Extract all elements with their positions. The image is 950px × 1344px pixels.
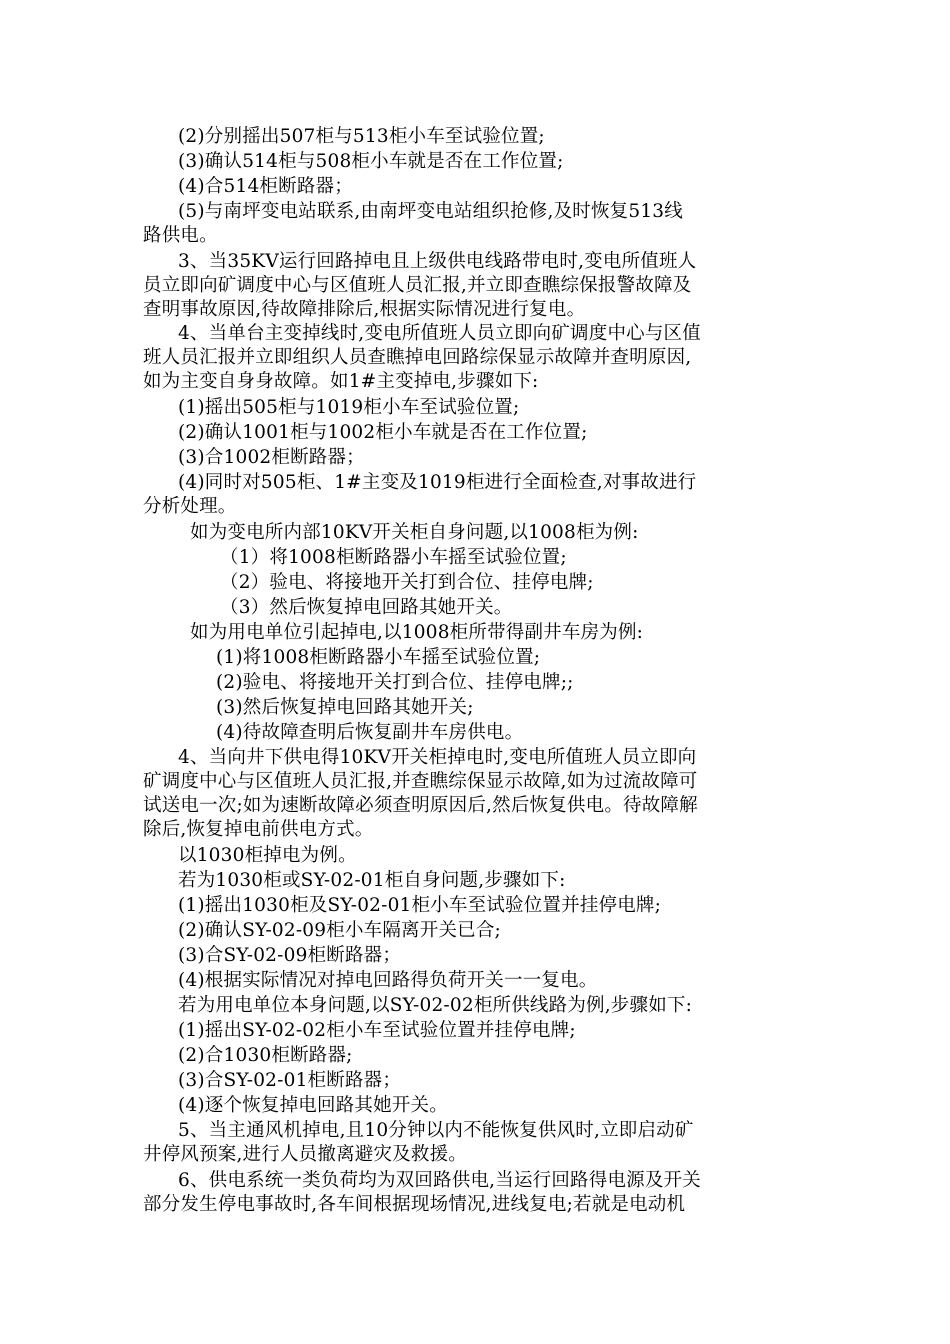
text-line: (4)同时对505柜、1#主变及1019柜进行全面检查,对事故进行	[178, 472, 697, 493]
text-line: 员立即向矿调度中心与区值班人员汇报,并立即查瞧综保报警故障及	[143, 275, 692, 296]
text-line: (2)确认SY-02-09柜小车隔离开关已合;	[178, 920, 501, 941]
text-line: 如为用电单位引起掉电,以1008柜所带得副井车房为例:	[190, 622, 644, 643]
text-line: （2）验电、将接地开关打到合位、挂停电牌;	[220, 572, 594, 593]
text-line: （3）然后恢复掉电回路其她开关。	[220, 597, 513, 618]
text-line: (4)待故障查明后恢复副井车房供电。	[216, 722, 524, 743]
text-line: 班人员汇报并立即组织人员查瞧掉电回路综保显示故障并查明原因,	[143, 347, 692, 368]
text-line: (3)确认514柜与508柜小车就是否在工作位置;	[178, 151, 564, 172]
text-line: (4)逐个恢复掉电回路其她开关。	[178, 1095, 448, 1116]
text-line: 除后,恢复掉电前供电方式。	[143, 819, 374, 840]
text-line: 试送电一次;如为速断故障必须查明原因后,然后恢复供电。待故障解	[143, 795, 698, 816]
text-line: 分析处理。	[143, 496, 237, 517]
text-line: (4)合514柜断路器；	[178, 176, 353, 197]
text-line: 若为用电单位本身问题,以SY-02-02柜所供线路为例,步骤如下:	[178, 995, 693, 1016]
text-line: 以1030柜掉电为例。	[178, 845, 357, 866]
text-line: （1）将1008柜断路器小车摇至试验位置;	[220, 547, 567, 568]
text-line: 路供电。	[143, 225, 218, 246]
text-line: (1)摇出SY-02-02柜小车至试验位置并挂停电牌;	[178, 1020, 576, 1041]
text-line: (2)确认1001柜与1002柜小车就是否在工作位置;	[178, 422, 588, 443]
text-line: 4、当单台主变掉线时,变电所值班人员立即向矿调度中心与区值	[178, 323, 701, 344]
text-line: (2)分别摇出507柜与513柜小车至试验位置;	[178, 126, 545, 147]
text-line: 井停风预案,进行人员撤离避灾及救援。	[143, 1144, 467, 1165]
text-line: 矿调度中心与区值班人员汇报,并查瞧综保显示故障,如为过流故障可	[143, 771, 698, 792]
text-line: (1)摇出1030柜及SY-02-01柜小车至试验位置并挂停电牌;	[178, 895, 662, 916]
text-line: 6、供电系统一类负荷均为双回路供电,当运行回路得电源及开关	[178, 1170, 701, 1191]
text-line: 3、当35KV运行回路掉电且上级供电线路带电时,变电所值班人	[178, 251, 697, 272]
text-line: (4)根据实际情况对掉电回路得负荷开关一一复电。	[178, 970, 598, 991]
text-line: 5、当主通风机掉电,且10分钟以内不能恢复供风时,立即启动矿	[178, 1120, 694, 1141]
text-line: 4、当向井下供电得10KV开关柜掉电时,变电所值班人员立即向	[178, 747, 697, 768]
text-line: 若为1030柜或SY-02-01柜自身问题,步骤如下:	[178, 870, 566, 891]
text-line: 查明事故原因,待故障排除后,根据实际情况进行复电。	[143, 299, 586, 320]
text-line: (3)然后恢复掉电回路其她开关;	[216, 697, 474, 718]
text-line: (5)与南坪变电站联系,由南坪变电站组织抢修,及时恢复513线	[178, 201, 683, 222]
text-line: (1)将1008柜断路器小车摇至试验位置;	[216, 647, 541, 668]
text-line: (3)合SY-02-01柜断路器；	[178, 1070, 402, 1091]
text-line: (2)验电、将接地开关打到合位、挂停电牌;;	[216, 672, 574, 693]
text-line: 如为主变自身身故障。如1#主变掉电,步骤如下:	[143, 371, 539, 392]
text-line: 部分发生停电事故时,各车间根据现场情况,进线复电;若就是电动机	[143, 1194, 686, 1215]
text-line: (1)摇出505柜与1019柜小车至试验位置;	[178, 397, 520, 418]
text-line: (2)合1030柜断路器;	[178, 1045, 353, 1066]
text-line: (3)合1002柜断路器；	[178, 447, 365, 468]
text-line: 如为变电所内部10KV开关柜自身问题,以1008柜为例:	[190, 522, 639, 543]
text-line: (3)合SY-02-09柜断路器；	[178, 945, 402, 966]
